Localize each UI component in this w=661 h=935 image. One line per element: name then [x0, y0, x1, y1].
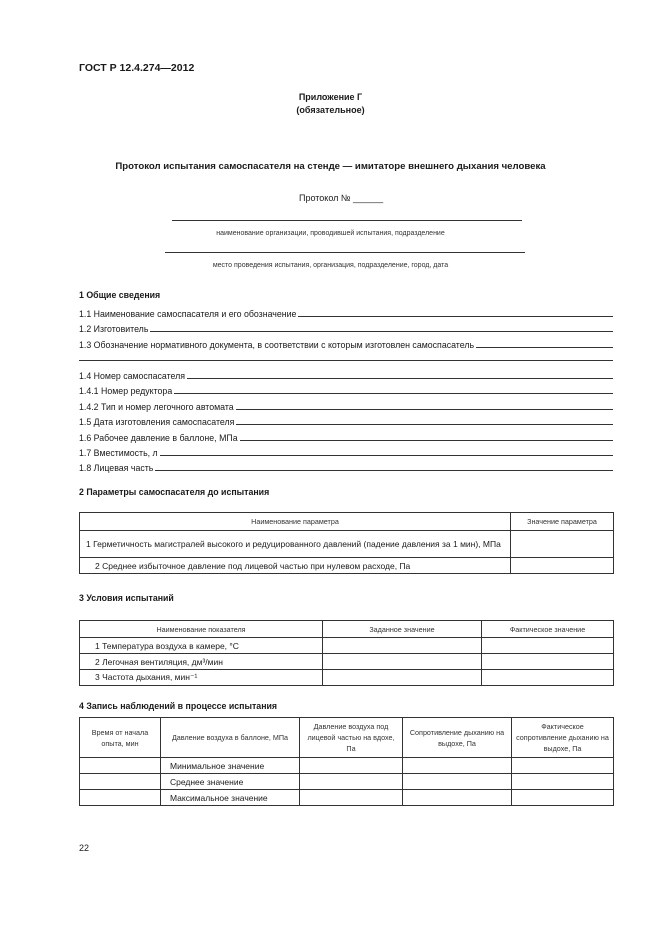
field-1-3[interactable]: 1.3 Обозначение нормативного документа, в соответствии с которым изготовлен самоспасатель	[79, 336, 613, 350]
header-time: Время от начала опыта, мин	[80, 718, 161, 758]
section2-title: 2 Параметры самоспасателя до испытания	[79, 487, 270, 497]
value-cell[interactable]	[300, 758, 403, 774]
table-row	[80, 790, 614, 806]
table-row	[80, 774, 614, 790]
field-1-1[interactable]: 1.1 Наименование самоспасателя и его обозначение	[79, 305, 613, 319]
field-1-5[interactable]: 1.5 Дата изготовления самоспасателя	[79, 413, 613, 427]
protocol-title: Протокол испытания самоспасателя на стенде — имитаторе внешнего дыхания человека	[115, 161, 546, 172]
header-mask-pressure: Давление воздуха под лицевой частью на вдохе, Па	[300, 718, 403, 758]
header-parameter-value: Значение параметра	[511, 513, 614, 531]
field-1-2[interactable]: 1.2 Изготовитель	[79, 320, 613, 334]
section3-title: 3 Условия испытаний	[79, 593, 174, 603]
conditions-table	[79, 620, 614, 686]
value-cell[interactable]	[512, 774, 614, 790]
field-1-3-continuation-line[interactable]	[79, 360, 613, 361]
header-indicator-name: Наименование показателя	[80, 621, 323, 638]
field-1-8[interactable]: 1.8 Лицевая часть	[79, 459, 613, 473]
parameters-table	[79, 512, 614, 574]
header-actual-value: Фактическое значение	[482, 621, 614, 638]
value-cell[interactable]	[403, 758, 512, 774]
header-exhale-resistance: Сопротивление дыханию на выдохе, Па	[403, 718, 512, 758]
actual-value-cell[interactable]	[482, 654, 614, 670]
field-1-7[interactable]: 1.7 Вместимость, л	[79, 444, 613, 458]
table-row	[80, 531, 614, 558]
value-cell[interactable]	[403, 790, 512, 806]
statistic-label-cell: Минимальное значение	[161, 758, 300, 774]
actual-value-cell[interactable]	[482, 638, 614, 654]
value-cell[interactable]	[403, 774, 512, 790]
header-parameter-name: Наименование параметра	[80, 513, 511, 531]
field-1-4-2[interactable]: 1.4.2 Тип и номер легочного автомата	[79, 398, 613, 412]
header-set-value: Заданное значение	[323, 621, 482, 638]
time-cell[interactable]	[80, 790, 161, 806]
time-cell[interactable]	[80, 758, 161, 774]
field-1-4[interactable]: 1.4 Номер самоспасателя	[79, 367, 613, 381]
place-caption: место проведения испытания, организация, подразделение, город, дата	[212, 262, 449, 269]
table-row	[80, 558, 614, 574]
value-cell[interactable]	[300, 790, 403, 806]
appendix-title: Приложение Г	[298, 92, 363, 102]
org-caption: наименование организации, проводившей испытания, подразделение	[216, 230, 445, 237]
parameter-name-cell: 2 Среднее избыточное давление под лицевой частью при нулевом расходе, Па	[80, 558, 511, 574]
section1-title: 1 Общие сведения	[79, 290, 161, 300]
value-cell[interactable]	[300, 774, 403, 790]
org-line[interactable]	[172, 220, 522, 221]
value-cell[interactable]	[512, 758, 614, 774]
parameter-name-cell: 1 Герметичность магистралей высокого и редуцированного давлений (падение давления за 1 мин), МПа	[80, 531, 511, 558]
protocol-number[interactable]: Протокол № ______	[299, 193, 384, 203]
value-cell[interactable]	[512, 790, 614, 806]
indicator-name-cell: 1 Температура воздуха в камере, °C	[80, 638, 323, 654]
actual-value-cell[interactable]	[482, 670, 614, 686]
set-value-cell[interactable]	[323, 670, 482, 686]
set-value-cell[interactable]	[323, 638, 482, 654]
appendix-subtitle: (обязательное)	[296, 105, 365, 115]
header-actual-resistance: Фактическое сопротивление дыханию на выдохе, Па	[512, 718, 614, 758]
table-row	[80, 670, 614, 686]
section4-title: 4 Запись наблюдений в процессе испытания	[79, 701, 278, 711]
indicator-name-cell: 3 Частота дыхания, мин⁻¹	[80, 670, 323, 686]
place-line[interactable]	[165, 252, 525, 253]
set-value-cell[interactable]	[323, 654, 482, 670]
table-row	[80, 654, 614, 670]
table-row	[80, 638, 614, 654]
parameter-value-cell[interactable]	[511, 531, 614, 558]
time-cell[interactable]	[80, 774, 161, 790]
indicator-name-cell: 2 Легочная вентиляция, дм³/мин	[80, 654, 323, 670]
parameter-value-cell[interactable]	[511, 558, 614, 574]
table-row	[80, 758, 614, 774]
statistic-label-cell: Максимальное значение	[161, 790, 300, 806]
field-1-6[interactable]: 1.6 Рабочее давление в баллоне, МПа	[79, 429, 613, 443]
page-number: 22	[79, 843, 90, 853]
statistic-label-cell: Среднее значение	[161, 774, 300, 790]
document-header: ГОСТ Р 12.4.274—2012	[79, 62, 195, 74]
header-cylinder-pressure: Давление воздуха в баллоне, МПа	[161, 718, 300, 758]
observations-table	[79, 717, 614, 806]
field-1-4-1[interactable]: 1.4.1 Номер редуктора	[79, 382, 613, 396]
